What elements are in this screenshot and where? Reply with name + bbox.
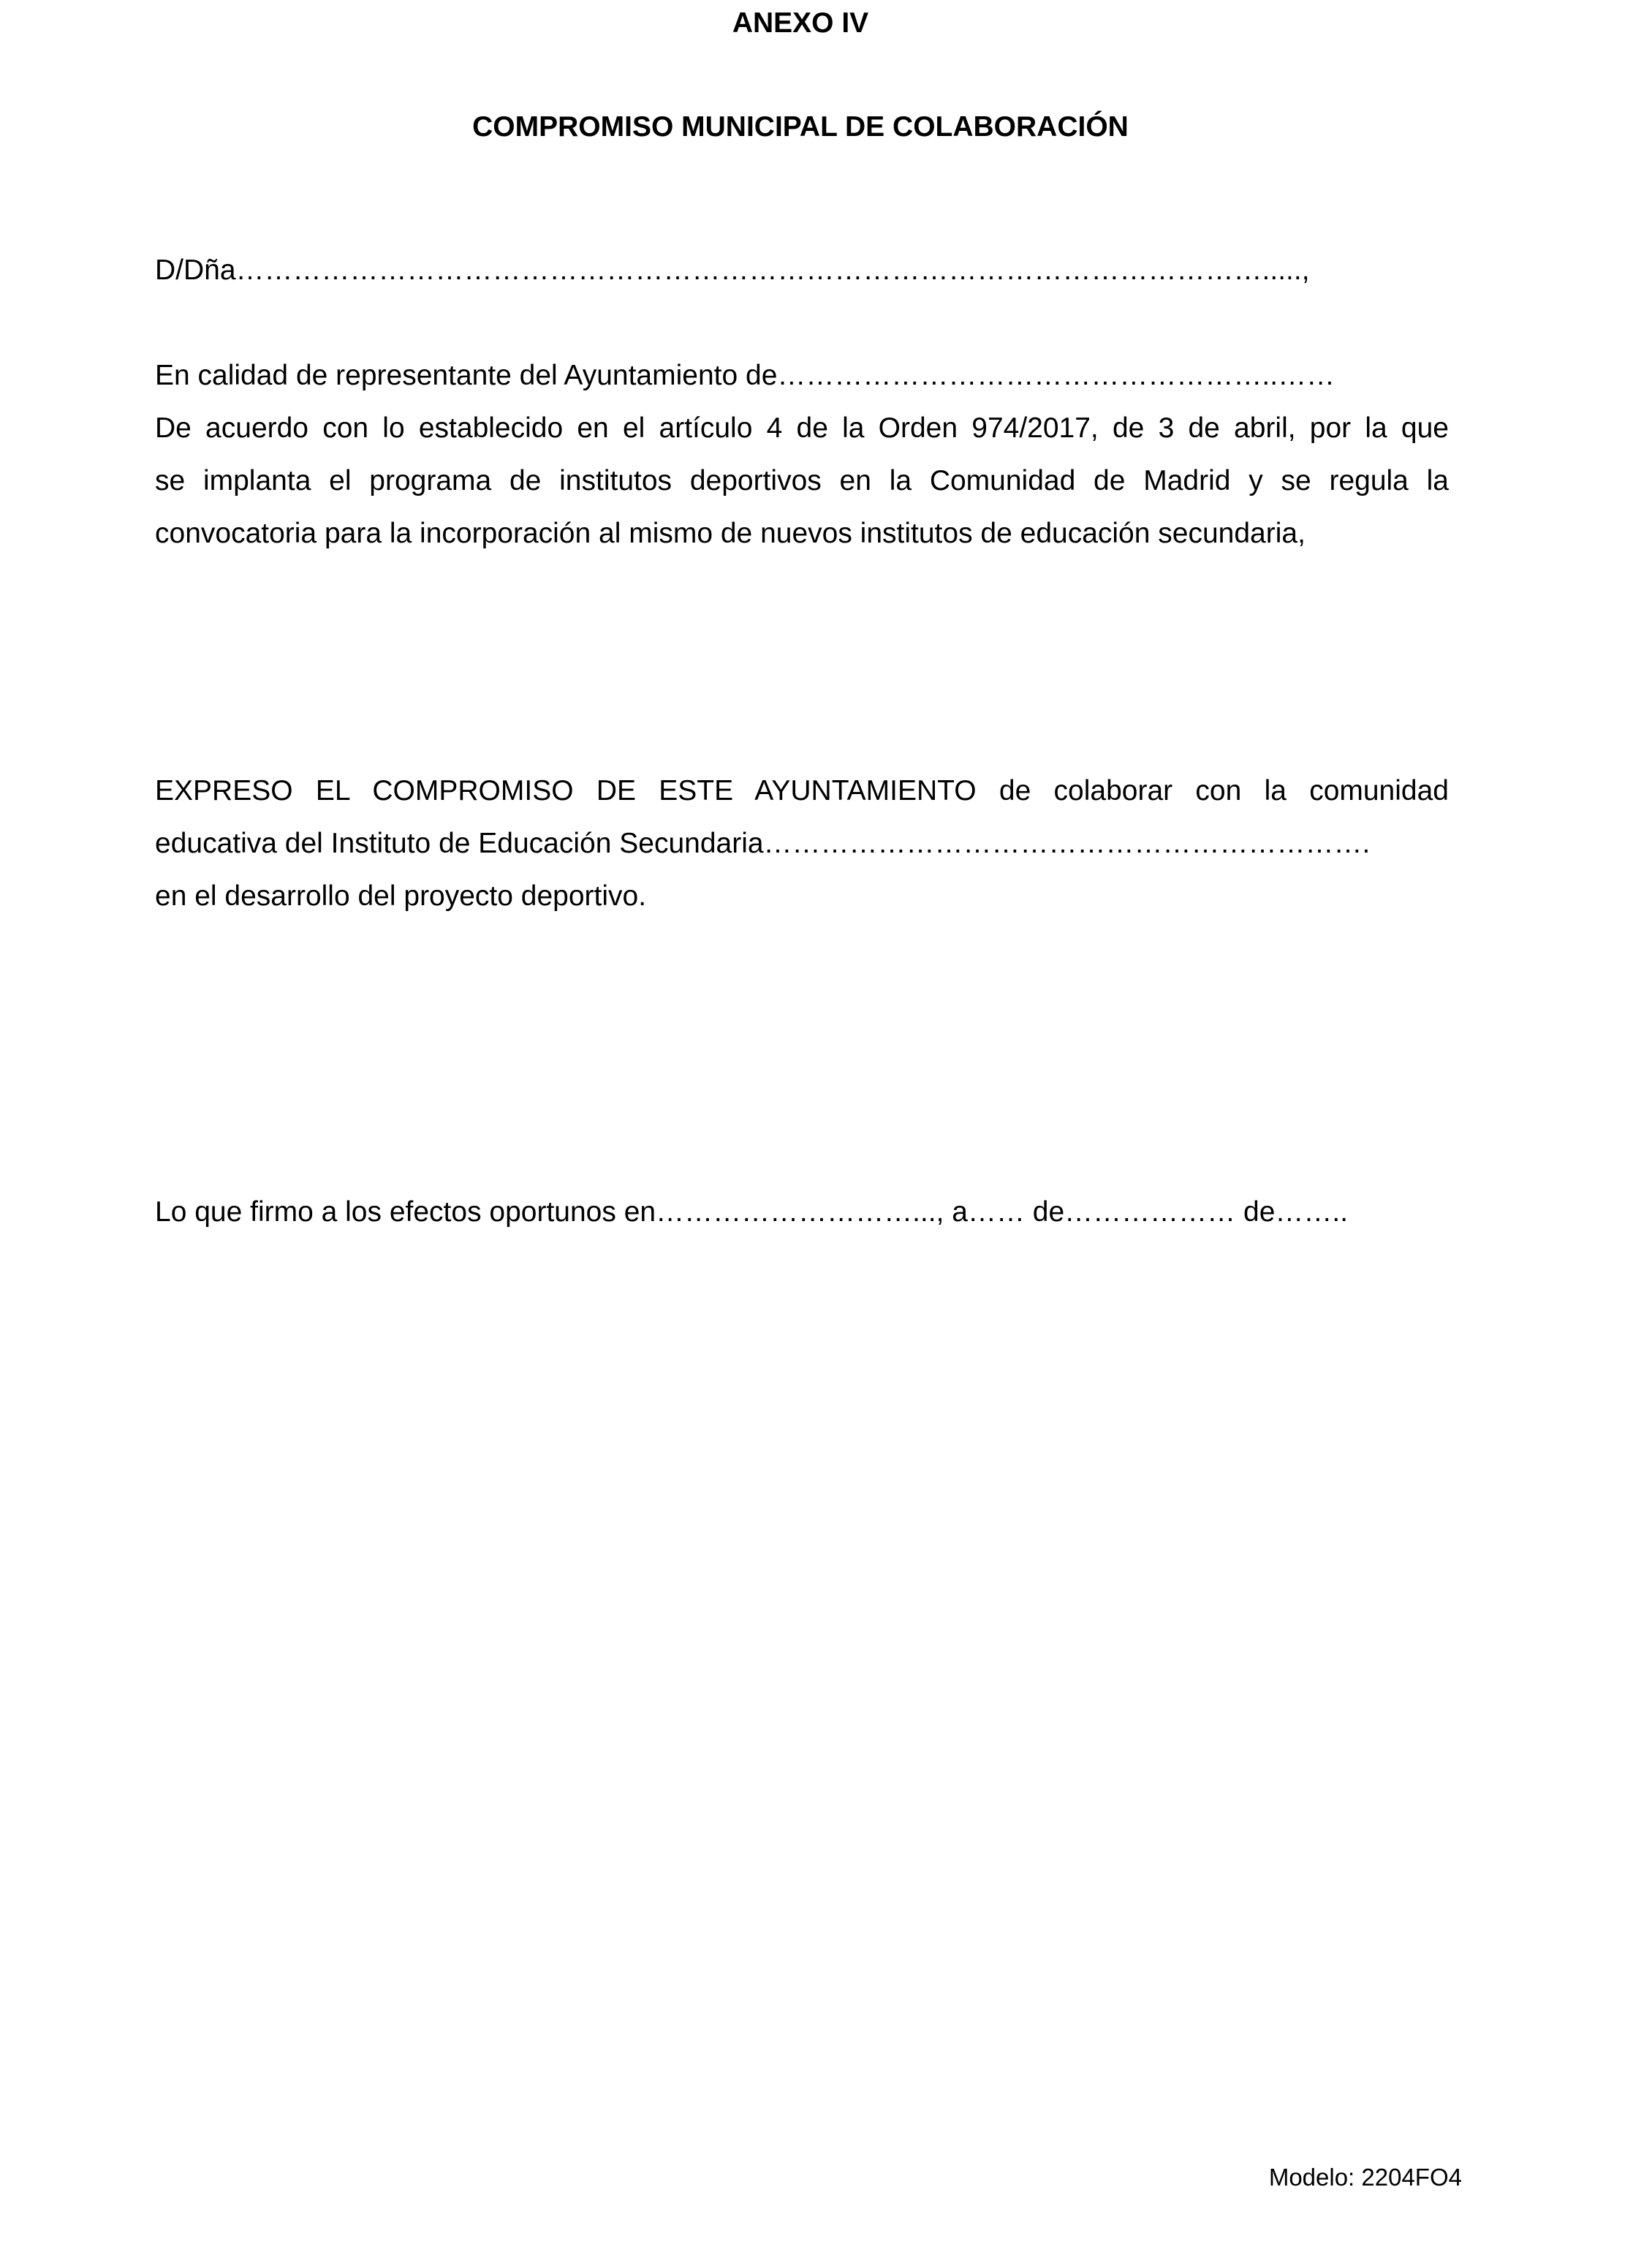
- commitment-line-3: en el desarrollo del proyecto deportivo.: [155, 880, 647, 912]
- legal-paragraph-line-1: De acuerdo con lo establecido en el artículo 4 de la Orden 974/2017, de 3 de abril, por la que: [155, 412, 1449, 444]
- document-title: COMPROMISO MUNICIPAL DE COLABORACIÓN: [472, 111, 1129, 143]
- footer-model-code: Modelo: 2204FO4: [1268, 2164, 1462, 2191]
- commitment-line-2: educativa del Instituto de Educación Secundaria……………………………………………………….: [155, 828, 1371, 859]
- name-line: [155, 244, 1449, 297]
- commitment-line-1: EXPRESO EL COMPROMISO DE ESTE AYUNTAMIENTO de colaborar con la comunidad: [155, 775, 1449, 807]
- legal-paragraph-line-2: se implanta el programa de institutos deportivos en la Comunidad de Madrid y se regula la: [155, 465, 1449, 496]
- signature-section: [155, 1186, 1449, 1239]
- commitment-section: [155, 765, 1449, 923]
- representative-section: [155, 350, 1449, 560]
- annex-title: ANEXO IV: [732, 7, 869, 39]
- signature-line: Lo que firmo a los efectos oportunos en………………………..., a…… de……………… de……..: [155, 1196, 1349, 1228]
- name-fill-line: D/Dña……………………………………………………………………………………………….....,: [155, 254, 1310, 286]
- legal-paragraph-line-3: convocatoria para la incorporación al mismo de nuevos institutos de educación secundaria,: [155, 518, 1306, 549]
- representative-line: En calidad de representante del Ayuntamiento de……………………………………………..……: [155, 360, 1335, 391]
